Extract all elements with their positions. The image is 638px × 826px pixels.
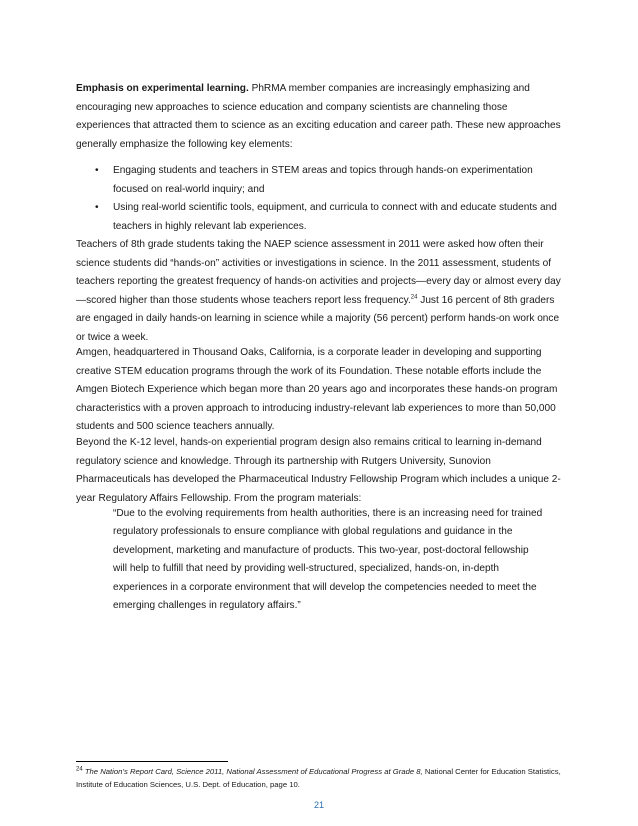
naep-text-after: Just 16 percent of 8th graders are engaged in daily hands-on learning in science while a majority (56 percent) perform hands-on work once or twice a week. (76, 294, 560, 343)
page-number: 21 (313, 800, 324, 810)
footnote-divider (76, 761, 228, 762)
amgen-block (76, 344, 564, 437)
bullet-text: Engaging students and teachers in STEM areas and topics through hands-on experimentation focused on real-world inquiry; and (113, 165, 533, 195)
footnote-number: 24 (76, 766, 83, 773)
naep-block (76, 236, 564, 347)
quote-text: “Due to the evolving requirements from health authorities, there is an increasing need for trained regulatory professionals to ensure compliance with global regulations and guidance in the development, marketing and manufacture of products. This two-year, post-doctoral fellowship will help to fulfill that need by providing well-structured, specialized, hands-on, in-depth experiences in a corporate environment that will develop the competencies needed to meet the emerging challenges in regulatory affairs.” (113, 508, 543, 612)
beyond-paragraph: Beyond the K-12 level, hands-on experiential program design also remains critical to learning in-demand regulatory science and knowledge. Through its partnership with Rutgers University, Sunovion Pharmaceuticals has developed the Pharmaceutical Industry Fellowship Program which includes a unique 2-year Regulatory Affairs Fellowship. From the program materials: (76, 437, 561, 504)
list-item (76, 162, 564, 199)
footnote-text: National Center for Education Statistics, Institute of Education Sciences, U.S. Dept. of Education, page 10. (76, 767, 561, 789)
emphasis-lead: Emphasis on experimental learning. (76, 83, 249, 94)
bullet-icon: • (95, 202, 99, 213)
naep-text-before: Teachers of 8th grade students taking the NAEP science assessment in 2011 were asked how often their science students did “hands-on” activities or investigations in science. In the 2011 assessment, students of teachers reporting the greatest frequency of hands-on activities and projects—every day or almost every day—scored higher than those students whose teachers report less frequency. (76, 239, 561, 306)
beyond-block (76, 434, 564, 508)
emphasis-paragraph (76, 80, 564, 154)
footnote (76, 766, 566, 791)
footnote-title: The Nation’s Report Card, Science 2011, National Assessment of Educational Progress at Grade 8, (84, 767, 423, 776)
emphasis-block (76, 80, 564, 236)
key-elements-list (76, 162, 564, 236)
emphasis-text: PhRMA member companies are increasingly emphasizing and encouraging new approaches to science education and company scientists are channeling those experiences that attracted them to science as an exciting education and career path. These new approaches generally emphasize the following key elements: (76, 83, 561, 150)
naep-paragraph (76, 236, 564, 347)
footnote-reference: 24 (410, 294, 418, 301)
program-quote (113, 505, 543, 615)
bullet-text: Using real-world scientific tools, equipment, and curricula to connect with and educate students and teachers in highly relevant lab experiences. (113, 202, 557, 232)
bullet-icon: • (95, 165, 99, 176)
list-item (76, 199, 564, 236)
amgen-paragraph: Amgen, headquartered in Thousand Oaks, California, is a corporate leader in developing and supporting creative STEM education programs through the work of its Foundation. These notable efforts include the Amgen Biotech Experience which began more than 20 years ago and incorporates these hands-on program characteristics with a proven approach to introducing industry-relevant lab experiences to more than 50,000 students and 500 science teachers annually. (76, 347, 558, 432)
